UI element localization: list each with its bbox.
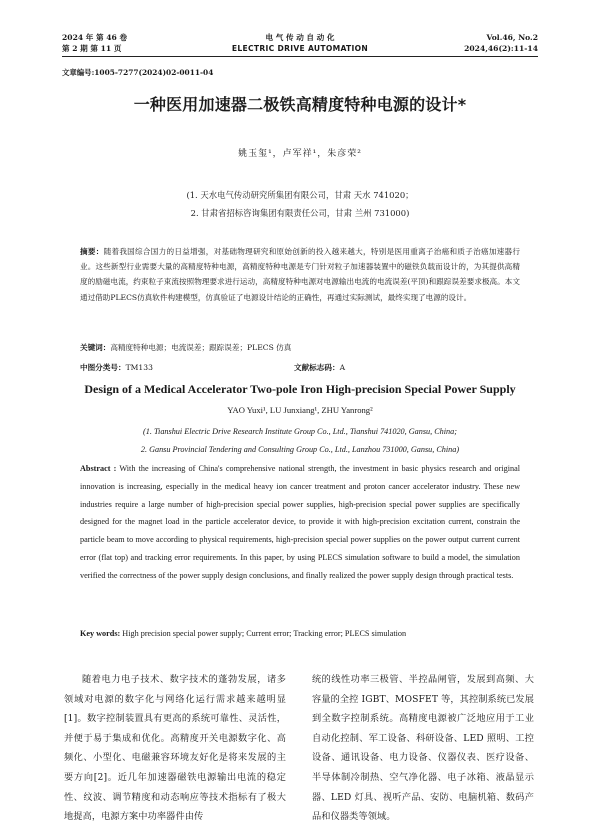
header-volume-cn: 2024 年 第 46 卷 xyxy=(62,33,128,42)
header-divider xyxy=(62,56,538,57)
document-code xyxy=(294,362,345,373)
chinese-keywords xyxy=(80,342,520,353)
chinese-affiliation-1: (1. 天水电气传动研究所集团有限公司，甘肃 天水 741020； xyxy=(186,190,414,200)
doc-code-label: 文献标志码： xyxy=(294,363,340,372)
chinese-abstract xyxy=(80,244,520,305)
chinese-title: 一种医用加速器二极铁高精度特种电源的设计* xyxy=(133,95,467,114)
english-keywords-label: Key words: xyxy=(80,629,121,638)
body-column-left: 随着电力电子技术、数字技术的蓬勃发展，诸多领域对电源的数字化与网络化运行需求越来越明显[1]。数字控制装置具有更高的系统可靠性、灵活性，并便于易于集成和优化。高精度开关电源数字化、高频化、小型化、电磁兼容环境友好化是将来发展的主要方向[2]。近几年加速器磁铁电源输出电流的稳定性、纹波、调节精度和动态响应等技术指标有了极大地提高，电源方案中功率器件由传 xyxy=(64,674,286,823)
english-title: Design of a Medical Accelerator Two-pole Iron High-precision Special Power Supply xyxy=(84,382,516,396)
chinese-abstract-label: 摘要： xyxy=(80,247,104,256)
english-affiliations xyxy=(0,423,600,459)
journal-name-en: ELECTRIC DRIVE AUTOMATION xyxy=(231,43,369,53)
chinese-abstract-text: 随着我国综合国力的日益增强，对基础物理研究和原始创新的投入越来越大，特别是医用重离子治癌和质子治癌加速器行业。这些新型行业需要大量的高精度特种电源，高精度特种电源是专门针对粒子加速器装置中的磁铁负载而设计的，为其提供高精度的励磁电流，约束粒子束流按照物理要求进行运动，高精度特种电源对电源输出电流的电流误差(平顶)和跟踪误差要求极高。本文通过借助PLECS仿真软件构建模型，仿真验证了电源设计结论的正确性，再通过实际测试，最终实现了电源的设计。 xyxy=(80,247,521,302)
header-volume-en xyxy=(464,33,538,54)
clc-label: 中图分类号： xyxy=(80,363,126,372)
english-abstract-label: Abstract : xyxy=(80,464,117,473)
english-abstract xyxy=(80,460,520,585)
chinese-affiliations xyxy=(0,186,600,222)
header-issue-cn: 第 2 期 第 11 页 xyxy=(62,43,122,53)
english-abstract-text: With the increasing of China's comprehensive national strength, the investment in basic physics research and original innovation is increasing, especially in the medical heavy ion cancer treatment and proton cancer accelerator industry. These new industries require a large number of high-precision special power supplies, high-precision special power supplies are specifically designed for the magnet load in the particle accelerator device, to provide it with high-precision excitation current, constrain the particle beam to move according to physical requirements, high-precision special power supplies on the power output current current error (flat top) and tracking error requirements. In this paper, by using PLECS simulation software to build a model, the simulation verified the correctness of the power supply design conclusions, and finally realized the power supply design through practical tests. xyxy=(80,464,520,580)
chinese-keywords-label: 关键词： xyxy=(80,343,111,352)
english-keywords-text: High precision special power supply; Current error; Tracking error; PLECS simulation xyxy=(122,629,407,638)
english-authors: YAO Yuxi¹, LU Junxiang¹, ZHU Yanrong² xyxy=(227,405,373,415)
journal-name-cn: 电 气 传 动 自 动 化 xyxy=(265,33,335,42)
body-column-right: 统的线性功率三极管、半控晶闸管，发展到高频、大容量的全控 IGBT、MOSFET 等，其控制系统已发展到全数字控制系统。高精度电源被广泛地应用于工业自动化控制、军工设备、科研设备、LED 照明、工控设备、通讯设备、电力设备、仪器仪表、医疗设备、半导体制冷制热、空气净化器、电子冰箱、液晶显示器、LED 灯具、视听产品、安防、电脑机箱、数码产品和仪器类等领域。 xyxy=(312,674,534,823)
clc-value: TM133 xyxy=(125,363,153,372)
english-affiliation-2: 2. Gansu Provincial Tendering and Consulting Group Co., Ltd., Lanzhou 731000, Gansu, China) xyxy=(140,445,460,454)
chinese-affiliation-2: 2. 甘肃省招标咨询集团有限责任公司，甘肃 兰州 731000) xyxy=(190,208,410,218)
english-affiliation-1: (1. Tianshui Electric Drive Research Institute Group Co., Ltd., Tianshui 741020, Gansu, China; xyxy=(143,427,457,436)
header-vol-no: Vol.46, No.2 xyxy=(486,33,538,42)
article-number: 文章编号:1005-7277(2024)02-0011-04 xyxy=(62,68,214,77)
english-keywords xyxy=(80,629,520,638)
doc-code-value: A xyxy=(339,363,346,372)
classification-line xyxy=(80,362,346,373)
chinese-authors: 姚玉玺¹，卢军祥¹，朱彦荣² xyxy=(238,149,362,159)
chinese-keywords-text: 高精度特种电源；电流误差；跟踪误差；PLECS 仿真 xyxy=(110,343,292,352)
running-header xyxy=(62,33,538,55)
header-citation: 2024,46(2):11-14 xyxy=(464,43,538,53)
